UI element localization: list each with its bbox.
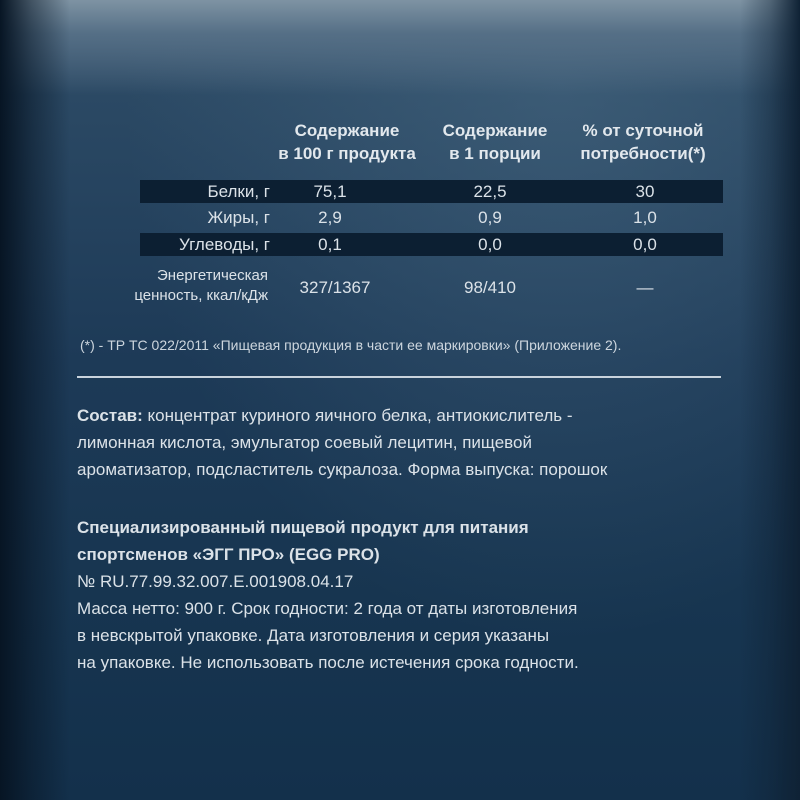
footnote: (*) - ТР ТС 022/2011 «Пищевая продукция в части ее маркировки» (Приложение 2).	[80, 337, 622, 353]
registration-number: № RU.77.99.32.007.Е.001908.04.17	[77, 572, 354, 591]
product-title-line-2: спортсменов «ЭГГ ПРО» (EGG PRO)	[77, 545, 380, 564]
row-label-protein: Белки, г	[207, 182, 270, 201]
composition-block	[77, 402, 607, 483]
row-label-fat: Жиры, г	[207, 208, 270, 227]
product-info-line-1: Масса нетто: 900 г. Срок годности: 2 года от даты изготовления	[77, 599, 578, 618]
product-block	[77, 514, 579, 676]
composition-title: Состав:	[77, 406, 143, 425]
product-info-line-2: в невскрытой упаковке. Дата изготовления и серия указаны	[77, 626, 550, 645]
cell-protein-portion: 22,5	[473, 182, 507, 201]
product-info-line-3: на упаковке. Не использовать после истечения срока годности.	[77, 653, 579, 672]
composition-line-2: лимонная кислота, эмульгатор соевый лецитин, пищевой	[77, 433, 532, 452]
cell-energy-portion: 98/410	[464, 278, 516, 297]
header-per100: Содержание в 100 г продукта	[278, 121, 416, 163]
cell-fat-per100: 2,9	[318, 208, 342, 227]
composition-line-1: концентрат куриного яичного белка, антиокислитель -	[142, 406, 573, 425]
cell-energy-per100: 327/1367	[299, 278, 371, 297]
composition-line-3: ароматизатор, подсластитель сукралоза. Форма выпуска: порошок	[77, 460, 608, 479]
cell-fat-daily: 1,0	[633, 208, 657, 227]
row-label-energy: Энергетическая ценность, ккал/кДж	[134, 267, 268, 304]
label-top-edge	[0, 0, 800, 95]
section-divider	[77, 376, 721, 378]
product-title-line-1: Специализированный пищевой продукт для питания	[77, 518, 529, 537]
header-portion: Содержание в 1 порции	[442, 121, 548, 163]
cell-protein-daily: 30	[635, 182, 655, 201]
cell-carbs-per100: 0,1	[318, 235, 342, 254]
cell-protein-per100: 75,1	[313, 182, 347, 201]
cell-carbs-daily: 0,0	[633, 235, 657, 254]
cell-carbs-portion: 0,0	[478, 235, 502, 254]
cell-energy-daily: —	[636, 278, 654, 297]
row-label-carbs: Углеводы, г	[179, 235, 270, 254]
header-daily: % от суточной потребности(*)	[580, 121, 706, 163]
cell-fat-portion: 0,9	[478, 208, 502, 227]
label-left-edge	[0, 0, 70, 800]
label-right-edge	[740, 0, 800, 800]
